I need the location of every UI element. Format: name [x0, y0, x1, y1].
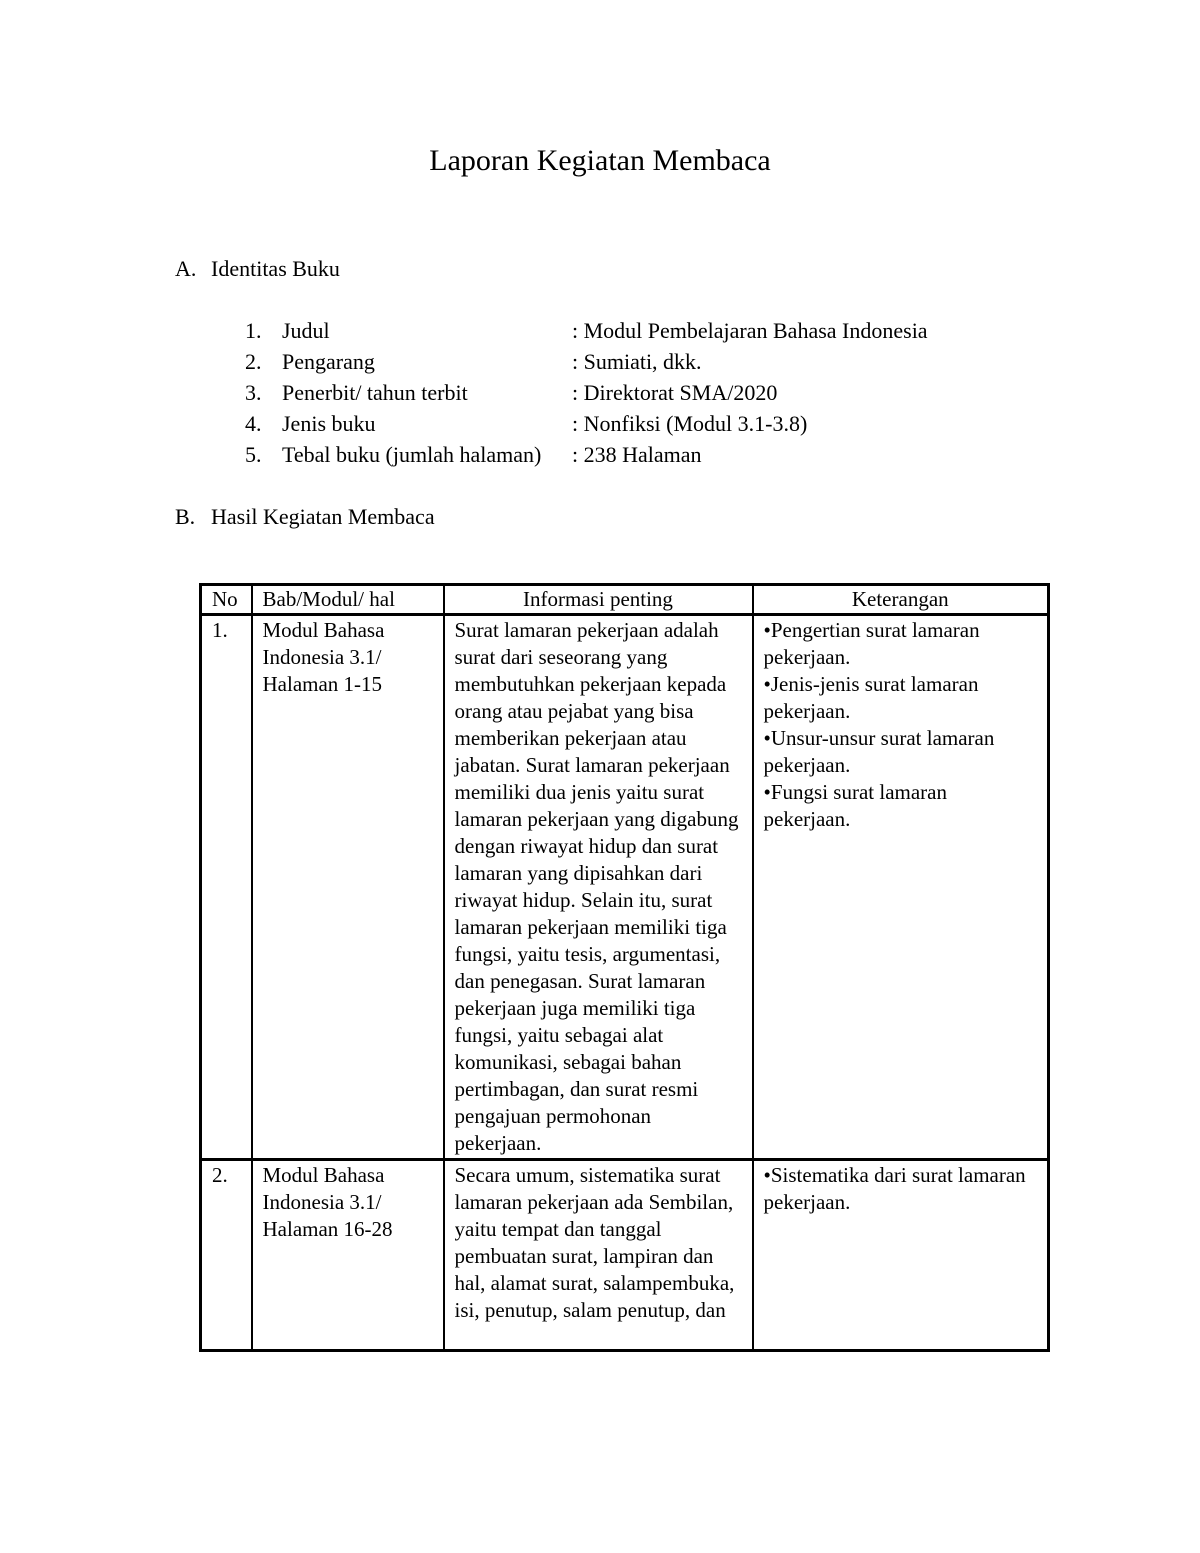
identity-item-number: 2.: [245, 349, 262, 374]
cell-no: 1.: [201, 615, 252, 1160]
section-a-heading: [175, 255, 340, 283]
identity-item-label: Pengarang: [282, 349, 375, 374]
identity-item-label: Tebal buku (jumlah halaman): [282, 442, 542, 467]
cell-notes: [753, 615, 1049, 1160]
section-a-title: Identitas Buku: [211, 256, 340, 281]
identity-item-label: Penerbit/ tahun terbit: [282, 380, 468, 405]
cell-info: Surat lamaran pekerjaan adalah surat dari seseorang yang membutuhkan pekerjaan kepada orang atau pejabat yang bisa memberikan pekerjaan atau jabatan. Surat lamaran pekerjaan memiliki dua jenis yaitu surat lamaran pekerjaan yang digabung dengan riwayat hidup dan surat lamaran yang dipisahkan dari riwayat hidup. Selain itu, surat lamaran pekerjaan memiliki tiga fungsi, yaitu tesis, argumentasi, dan penegasan. Surat lamaran pekerjaan juga memiliki tiga fungsi, yaitu sebagai alat komunikasi, sebagai bahan pertimbagan, dan surat resmi pengajuan permohonan pekerjaan.: [444, 615, 753, 1160]
header-bab: Bab/Modul/ hal: [252, 585, 444, 615]
document-title: Laporan Kegiatan Membaca: [429, 144, 771, 177]
identity-item-number: 4.: [245, 411, 262, 436]
book-identity-list: [245, 315, 928, 470]
cell-no: 2.: [201, 1160, 252, 1351]
section-a-letter: A.: [175, 256, 197, 281]
table-header-row: [201, 585, 1049, 615]
identity-item-value: : Direktorat SMA/2020: [572, 380, 778, 405]
identity-item-pages: [245, 439, 928, 470]
table-row: [201, 615, 1049, 1160]
table-row: [201, 1160, 1049, 1351]
notes-item: •Fungsi surat lamaran pekerjaan.: [763, 780, 947, 831]
identity-item-value: : 238 Halaman: [572, 442, 702, 467]
identity-item-type: [245, 408, 928, 439]
cell-bab: Modul Bahasa Indonesia 3.1/ Halaman 16-28: [252, 1160, 444, 1351]
identity-item-value: : Nonfiksi (Modul 3.1-3.8): [572, 411, 808, 436]
identity-item-label: Judul: [282, 318, 330, 343]
cell-bab: Modul Bahasa Indonesia 3.1/ Halaman 1-15: [252, 615, 444, 1160]
cell-info-text: Secara umum, sistematika surat lamaran pekerjaan ada Sembilan, yaitu tempat dan tanggal pembuatan surat, lampiran dan hal, alamat surat, salampembuka, isi, penutup, salam penutup, dan: [454, 1163, 735, 1322]
header-notes: Keterangan: [753, 585, 1049, 615]
header-no: No: [201, 585, 252, 615]
cell-notes: [753, 1160, 1049, 1351]
identity-item-title: [245, 315, 928, 346]
reading-results-table: [199, 583, 1050, 1352]
cell-info: [444, 1160, 753, 1351]
notes-item: •Sistematika dari surat lamaran pekerjaan.: [763, 1163, 1026, 1214]
identity-item-number: 1.: [245, 318, 262, 343]
notes-item: •Pengertian surat lamaran pekerjaan.: [763, 618, 980, 669]
section-b-letter: B.: [175, 504, 196, 529]
identity-item-publisher: [245, 377, 928, 408]
identity-item-value: : Sumiati, dkk.: [572, 349, 702, 374]
identity-item-value: : Modul Pembelajaran Bahasa Indonesia: [572, 318, 928, 343]
identity-item-number: 3.: [245, 380, 262, 405]
section-b-heading: [175, 503, 435, 531]
identity-item-number: 5.: [245, 442, 262, 467]
header-info: Informasi penting: [444, 585, 753, 615]
notes-item: •Unsur-unsur surat lamaran pekerjaan.: [763, 726, 995, 777]
identity-item-label: Jenis buku: [282, 411, 376, 436]
identity-item-author: [245, 346, 928, 377]
section-b-title: Hasil Kegiatan Membaca: [211, 504, 435, 529]
notes-item: •Jenis-jenis surat lamaran pekerjaan.: [763, 672, 979, 723]
